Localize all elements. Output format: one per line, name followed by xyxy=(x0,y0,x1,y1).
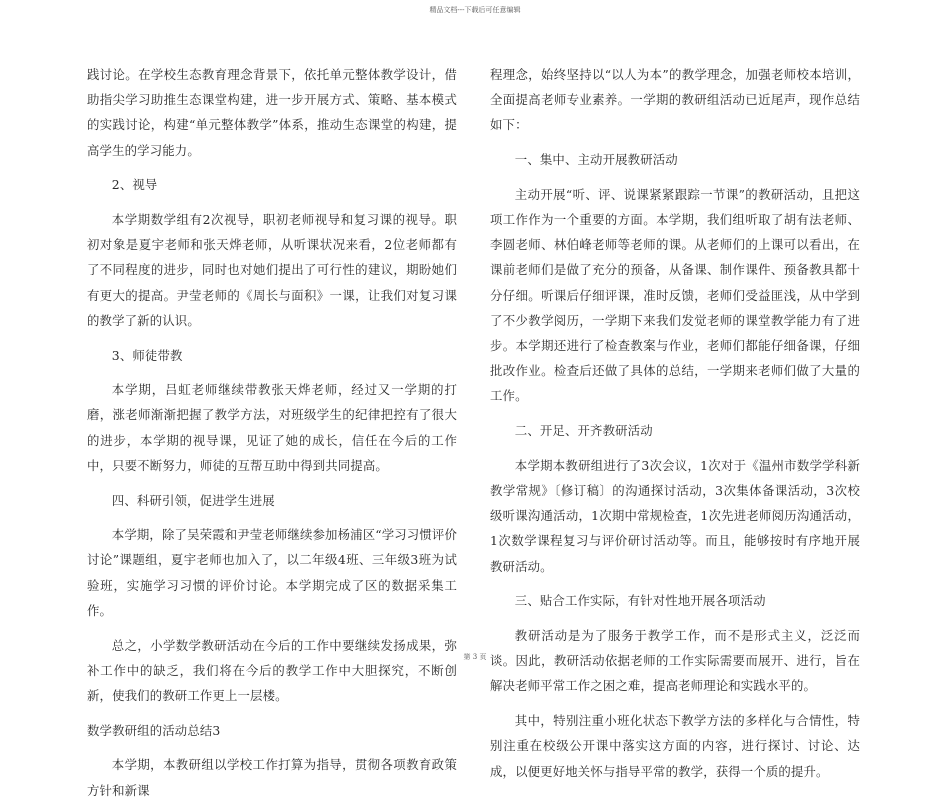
page-header: 精品文档---下载后可任意编辑 xyxy=(429,6,521,14)
paragraph: 主动开展“听、评、说课紧紧跟踪一节课”的教研活动，且把这项工作作为一个重要的方面。本学期，我们组听取了胡有法老师、李圆老师、林伯峰老师等老师的课。从老师们的上课可以看出，在课前老师们是做了充分的预备，从备课、制作课件、预备教具都十分仔细。听课后仔细评课，准时反馈，老师们受益匪浅，从中学到了不少教学阅历，一学期下来我们发觉老师的课堂教学能力有了进步。本学期还进行了检查教案与作业，老师们都能仔细备课，仔细批改作业。检查后还做了具体的总结，一学期来老师们做了大量的工作。 xyxy=(490,186,860,404)
paragraph: 3、师徒带教 xyxy=(111,347,183,363)
paragraph: 本学期数学组有2次视导，职初老师视导和复习课的视导。职初对象是夏宇老师和张天烨老师，从听课状况来看，2位老师都有了不同程度的进步，同时也对她们提出了可行性的建议，期盼她们有更大的提高。尹莹老师的《周长与面积》一课，让我们对复习课的教学了新的认识。 xyxy=(87,212,457,328)
paragraph: 本学期，吕虹老师继续带教张天烨老师，经过又一学期的打磨，涨老师渐渐把握了教学方法，对班级学生的纪律把控有了很大的进步，本学期的视导课，见证了她的成长，信任在今后的工作中，只要不断努力，师徒的互帮互助中得到共同提高。 xyxy=(87,382,457,473)
paragraph: 本学期，本教研组以学校工作打算为指导，贯彻各项教育政策方针和新课 xyxy=(87,757,457,798)
paragraph: 总之，小学数学教研活动在今后的工作中要继续发扬成果，弥补工作中的缺乏，我们将在今后的教学工作中大胆探究，不断创新，使我们的教研工作更上一层楼。 xyxy=(87,637,457,703)
paragraph: 数学教研组的活动总结3 xyxy=(87,722,221,738)
paragraph: 三、贴合工作实际，有针对性地开展各项活动 xyxy=(514,593,766,609)
left-column xyxy=(87,62,457,812)
paragraph: 教研活动是为了服务于教学工作，而不是形式主义，泛泛而谈。因此，教研活动依据老师的工作实际需要而展开、进行，旨在解决老师平常工作之困之难，提高老师理论和实践水平的。 xyxy=(490,628,860,694)
page-number: 第 3 页 xyxy=(463,653,487,661)
paragraph: 程理念，始终坚持以“以人为本”的教学理念，加强老师校本培训，全面提高老师专业素养。一学期的教研组活动已近尾声，现作总结如下： xyxy=(490,67,860,133)
paragraph: 一、集中、主动开展教研活动 xyxy=(514,152,678,168)
paragraph: 其中，特别注重小班化状态下教学方法的多样化与合情性，特别注重在校级公开课中落实这方面的内容，进行探讨、讨论、达成，以便更好地关怀与指导平常的教学，获得一个质的提升。 xyxy=(490,713,860,779)
right-column xyxy=(490,62,860,793)
paragraph: 二、开足、开齐教研活动 xyxy=(514,423,653,439)
paragraph: 践讨论。在学校生态教育理念背景下，依托单元整体教学设计，借助指尖学习助推生态课堂构建，进一步开展方式、策略、基本模式的实践讨论，构建“单元整体教学”体系，推动生态课堂的构建，提高学生的学习能力。 xyxy=(87,67,457,158)
paragraph: 四、科研引领，促进学生进展 xyxy=(111,492,275,508)
paragraph: 本学期，除了吴荣霞和尹莹老师继续参加杨浦区“学习习惯评价讨论”课题组，夏宇老师也加入了，以二年级4班、三年级3班为试验班，实施学习习惯的评价讨论。本学期完成了区的数据采集工作。 xyxy=(87,527,457,618)
paragraph: 本学期本教研组进行了3次会议，1次对于《温州市数学学科新教学常规》〔修订稿〕的沟通探讨活动，3次集体备课活动，3次校级听课沟通活动，1次期中常规检查，1次先进老师阅历沟通活动，1次数学课程复习与评价研讨活动等。而且，能够按时有序地开展教研活动。 xyxy=(490,457,860,574)
paragraph: 2、视导 xyxy=(111,177,158,193)
